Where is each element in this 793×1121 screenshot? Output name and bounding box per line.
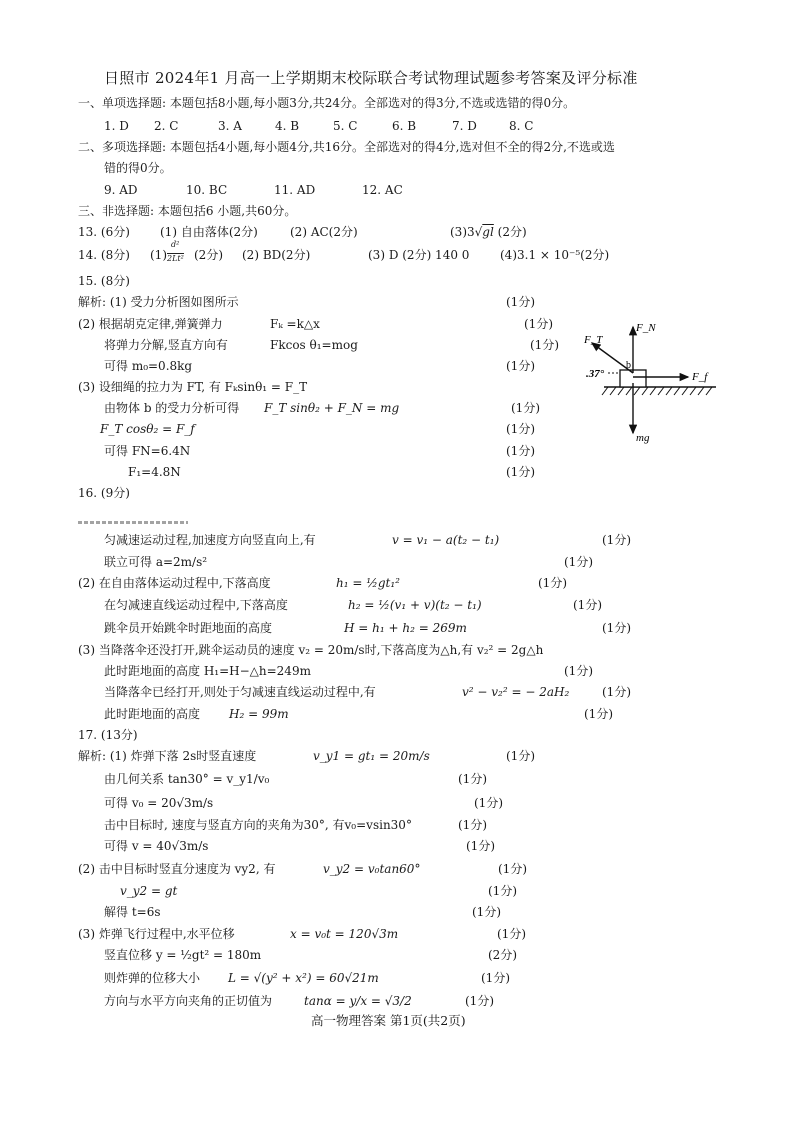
- q15-score-4: (1分): [506, 359, 535, 373]
- q15-line-1: 解析: (1) 受力分析图如图所示: [78, 295, 239, 309]
- q17-score-6: (1分): [498, 862, 527, 876]
- q17-formula-12: tanα = y/x = √3/2: [304, 994, 412, 1008]
- q16-score-2: (1分): [564, 555, 593, 569]
- q16-line-2: 联立可得 a=2m/s²: [104, 555, 208, 569]
- q16-line-8: 当降落伞已经打开,则处于匀减速直线运动过程中,有: [104, 685, 376, 699]
- answer-2: 2. C: [154, 119, 179, 133]
- q16-line-4: 在匀减速直线运动过程中,下落高度: [104, 598, 288, 612]
- q16-formula-1: v = v₁ − a(t₂ − t₁): [392, 533, 500, 547]
- q17-line-5: 可得 v = 40√3m/s: [104, 839, 209, 853]
- q17-line-10: 竖直位移 y = ½gt² = 180m: [104, 948, 262, 962]
- q16-score-8: (1分): [602, 685, 631, 699]
- answer-7: 7. D: [452, 119, 477, 133]
- q15-score-6: (1分): [511, 401, 540, 415]
- q16-line-5: 跳伞员开始跳伞时距地面的高度: [104, 621, 273, 635]
- q17-line-4: 击中目标时, 速度与竖直方向的夹角为30°, 有v₀=vsin30°: [104, 818, 412, 832]
- q17-score-3: (1分): [474, 796, 503, 810]
- q14-part3: (3) D (2分) 140 0: [368, 248, 470, 262]
- answer-5: 5. C: [333, 119, 358, 133]
- q17-line-7: v_y2 = gt: [120, 884, 178, 898]
- tension-label: F_T: [584, 334, 603, 346]
- q16-score-7: (1分): [564, 664, 593, 678]
- section-1-heading: 一、单项选择题: 本题包括8小题,每小题3分,共24分。全部选对的得3分,不选或选错的得0分。: [78, 96, 576, 110]
- answer-6: 6. B: [392, 119, 417, 133]
- q16-formula-8: v² − v₂² = − 2aH₂: [462, 685, 570, 699]
- q15-formula-2: Fₖ =k△x: [270, 317, 320, 331]
- q14-fraction-numerator: d²: [171, 240, 180, 249]
- q16-number: 16. (9分): [78, 486, 130, 500]
- q13-root-arg: gl: [482, 225, 494, 239]
- q16-line-7: 此时距地面的高度 H₁=H−△h=249m: [104, 664, 311, 678]
- normal-force-label: F_N: [636, 322, 656, 334]
- answer-9: 9. AD: [104, 183, 138, 197]
- answer-12: 12. AC: [362, 183, 403, 197]
- answer-11: 11. AD: [274, 183, 316, 197]
- q13-part3-score: (2分): [497, 225, 527, 239]
- q16-formula-9: H₂ = 99m: [229, 707, 289, 721]
- q17-line-8: 解得 t=6s: [104, 905, 161, 919]
- q15-score-2: (1分): [524, 317, 553, 331]
- block-label: b: [626, 360, 631, 371]
- q15-score-1: (1分): [506, 295, 535, 309]
- q15-score-3: (1分): [530, 338, 559, 352]
- q15-formula-6: F_T sinθ₂ + F_N = mg: [264, 401, 400, 415]
- q15-score-9: (1分): [506, 465, 535, 479]
- q15-line-5: (3) 设细绳的拉力为 FT, 有 Fₖsinθ₁ = F_T: [78, 380, 308, 394]
- page-title: 日照市 2024年1 月高一上学期期末校际联合考试物理试题参考答案及评分标准: [104, 69, 638, 87]
- answer-3: 3. A: [218, 119, 242, 133]
- q15-line-6: 由物体 b 的受力分析可得: [104, 401, 240, 415]
- q17-score-2: (1分): [458, 772, 487, 786]
- cropped-line-artifact: [78, 521, 188, 524]
- q17-score-1: (1分): [506, 749, 535, 763]
- q16-formula-4: h₂ = ½(v₁ + v)(t₂ − t₁): [348, 598, 482, 612]
- q15-line-4: 可得 m₀=0.8kg: [104, 359, 193, 373]
- answer-4: 4. B: [275, 119, 300, 133]
- q17-score-8: (1分): [472, 905, 501, 919]
- q15-number: 15. (8分): [78, 274, 130, 288]
- gravity-label: mg: [636, 432, 650, 444]
- q16-score-3: (1分): [538, 576, 567, 590]
- q17-score-12: (1分): [465, 994, 494, 1008]
- q14-part1-score: (2分): [194, 248, 223, 262]
- q17-score-4: (1分): [458, 818, 487, 832]
- q17-line-3: 可得 v₀ = 20√3m/s: [104, 796, 214, 810]
- q16-score-9: (1分): [584, 707, 613, 721]
- q15-formula-3: Fkcos θ₁=mog: [270, 338, 358, 352]
- q14-part1-label: (1): [150, 248, 167, 262]
- force-diagram: [570, 315, 730, 450]
- q17-line-12: 方向与水平方向夹角的正切值为: [104, 994, 273, 1008]
- q13-part1: (1) 自由落体(2分): [160, 225, 258, 239]
- q13-number: 13. (6分): [78, 225, 130, 239]
- q17-score-11: (1分): [481, 971, 510, 985]
- q17-formula-1: v_y1 = gt₁ = 20m/s: [313, 749, 430, 763]
- q17-line-11: 则炸弹的位移大小: [104, 971, 201, 985]
- q15-line-2: (2) 根据胡克定律,弹簧弹力: [78, 317, 223, 331]
- q17-formula-6: v_y2 = v₀tan60°: [323, 862, 421, 876]
- q13-part3-label: (3)3: [450, 225, 475, 239]
- q13-part2: (2) AC(2分): [290, 225, 358, 239]
- section-3-heading: 三、非选择题: 本题包括6 小题,共60分。: [78, 204, 297, 218]
- q17-score-10: (2分): [488, 948, 517, 962]
- q14-number: 14. (8分): [78, 248, 130, 262]
- q17-score-7: (1分): [488, 884, 517, 898]
- page-footer: 高一物理答案 第1页(共2页): [311, 1013, 466, 1028]
- q17-number: 17. (13分): [78, 728, 138, 742]
- sqrt-sign: √: [474, 225, 483, 239]
- q17-line-2: 由几何关系 tan30° = v_y1/v₀: [104, 772, 270, 786]
- q16-line-3: (2) 在自由落体运动过程中,下落高度: [78, 576, 271, 590]
- q16-formula-3: h₁ = ½gt₁²: [336, 576, 400, 590]
- q15-line-8: 可得 FN=6.4N: [104, 444, 191, 458]
- section-2-heading-cont: 错的得0分。: [104, 161, 172, 175]
- q17-line-1: 解析: (1) 炸弹下落 2s时竖直速度: [78, 749, 257, 763]
- q16-line-9: 此时距地面的高度: [104, 707, 201, 721]
- ground-hatching: [602, 387, 712, 395]
- q17-line-9: (3) 炸弹飞行过程中,水平位移: [78, 927, 235, 941]
- q16-line-1: 匀减速运动过程,加速度方向竖直向上,有: [104, 533, 316, 547]
- section-2-heading: 二、多项选择题: 本题包括4小题,每小题4分,共16分。全部选对的得4分,选对但不全的得2分,不选或选: [78, 140, 615, 154]
- answer-1: 1. D: [104, 119, 129, 133]
- q16-score-1: (1分): [602, 533, 631, 547]
- q15-line-9: F₁=4.8N: [128, 465, 181, 479]
- q17-score-9: (1分): [497, 927, 526, 941]
- q15-line-3: 将弹力分解,竖直方向有: [104, 338, 228, 352]
- q13-part3: [450, 225, 527, 239]
- answer-8: 8. C: [509, 119, 534, 133]
- answer-10: 10. BC: [186, 183, 228, 197]
- q15-score-7: (1分): [506, 422, 535, 436]
- q15-score-8: (1分): [506, 444, 535, 458]
- q16-score-5: (1分): [602, 621, 631, 635]
- q16-score-4: (1分): [573, 598, 602, 612]
- friction-label: F_f: [692, 371, 708, 383]
- q17-line-6: (2) 击中目标时竖直分速度为 vy2, 有: [78, 862, 276, 876]
- q15-line-7: F_T cosθ₂ = F_f: [100, 422, 195, 436]
- q14-fraction-denominator: 2Lt²: [167, 254, 184, 263]
- q17-formula-11: L = √(y² + x²) = 60√21m: [228, 971, 379, 985]
- q14-part4: (4)3.1 × 10⁻⁵(2分): [500, 248, 610, 262]
- q16-formula-5: H = h₁ + h₂ = 269m: [344, 621, 467, 635]
- q17-formula-9: x = v₀t = 120√3m: [290, 927, 399, 941]
- angle-label: .37°: [586, 368, 605, 380]
- q14-part2: (2) BD(2分): [242, 248, 311, 262]
- q17-score-5: (1分): [466, 839, 495, 853]
- q16-line-6: (3) 当降落伞还没打开,跳伞运动员的速度 v₂ = 20m/s时,下落高度为△h,有 v₂² = 2g△h: [78, 643, 544, 657]
